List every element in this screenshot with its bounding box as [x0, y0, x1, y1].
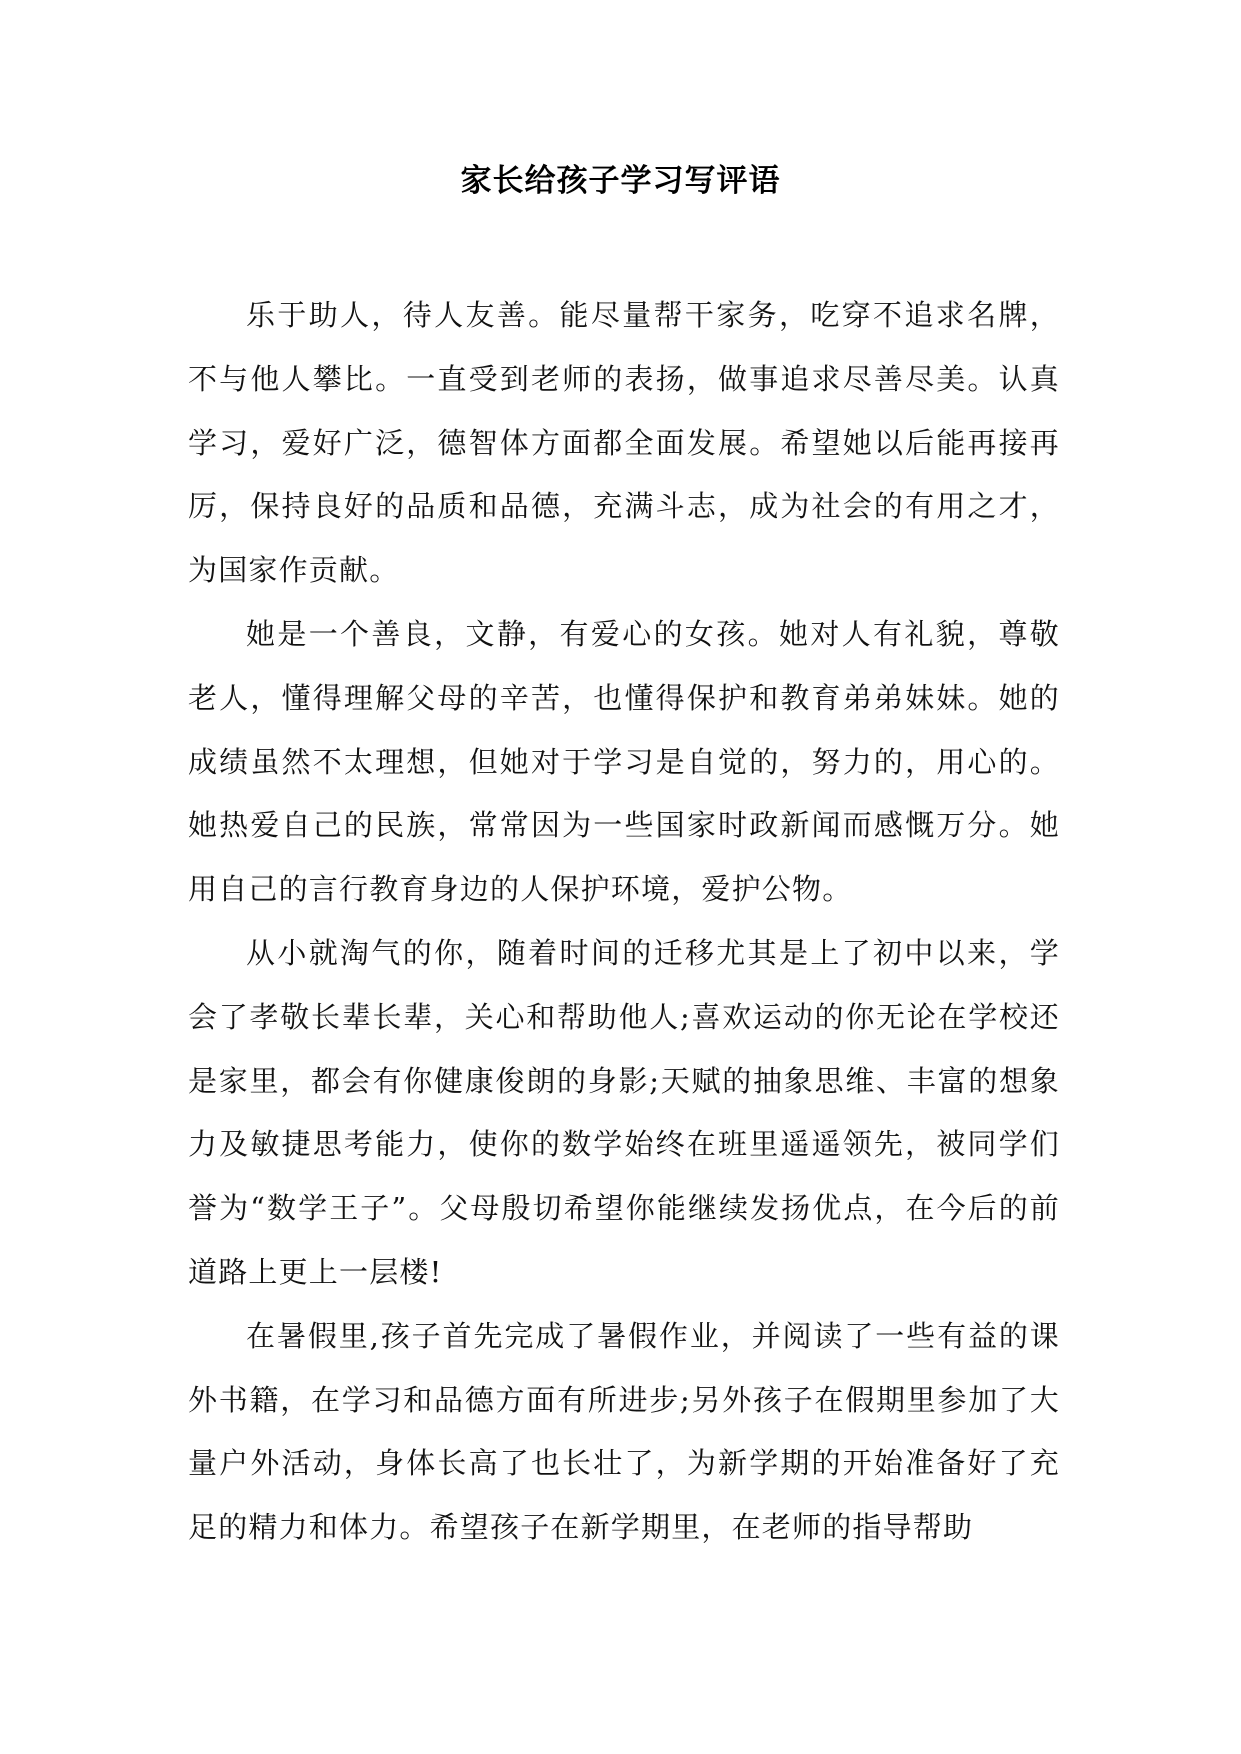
- document-title: 家长给孩子学习写评语: [460, 163, 781, 199]
- paragraph-1: 乐于助人，待人友善。能尽量帮干家务，吃穿不追求名牌，不与他人攀比。一直受到老师的表扬，做事追求尽善尽美。认真学习，爱好广泛，德智体方面都全面发展。希望她以后能再接再厉，保持良好的品质和品德，充满斗志，成为社会的有用之才，为国家作贡献。: [188, 298, 1060, 588]
- paragraph-4: 在暑假里,孩子首先完成了暑假作业，并阅读了一些有益的课外书籍，在学习和品德方面有所进步;另外孩子在假期里参加了大量户外活动，身体长高了也长壮了，为新学期的开始准备好了充足的精力和体力。希望孩子在新学期里，在老师的指导帮助: [188, 1318, 1060, 1545]
- document-body: [188, 284, 1060, 1560]
- paragraph-3: 从小就淘气的你，随着时间的迁移尤其是上了初中以来，学会了孝敬长辈长辈，关心和帮助他人;喜欢运动的你无论在学校还是家里，都会有你健康俊朗的身影;天赋的抽象思维、丰富的想象力及敏捷思考能力，使你的数学始终在班里遥遥领先，被同学们誉为“数学王子”。父母殷切希望你能继续发扬优点，在今后的前道路上更上一层楼!: [188, 935, 1060, 1289]
- paragraph-2: 她是一个善良，文静，有爱心的女孩。她对人有礼貌，尊敬老人，懂得理解父母的辛苦，也懂得保护和教育弟弟妹妹。她的成绩虽然不太理想，但她对于学习是自觉的，努力的，用心的。她热爱自己的民族，常常因为一些国家时政新闻而感慨万分。她用自己的言行教育身边的人保护环境，爱护公物。: [188, 616, 1060, 907]
